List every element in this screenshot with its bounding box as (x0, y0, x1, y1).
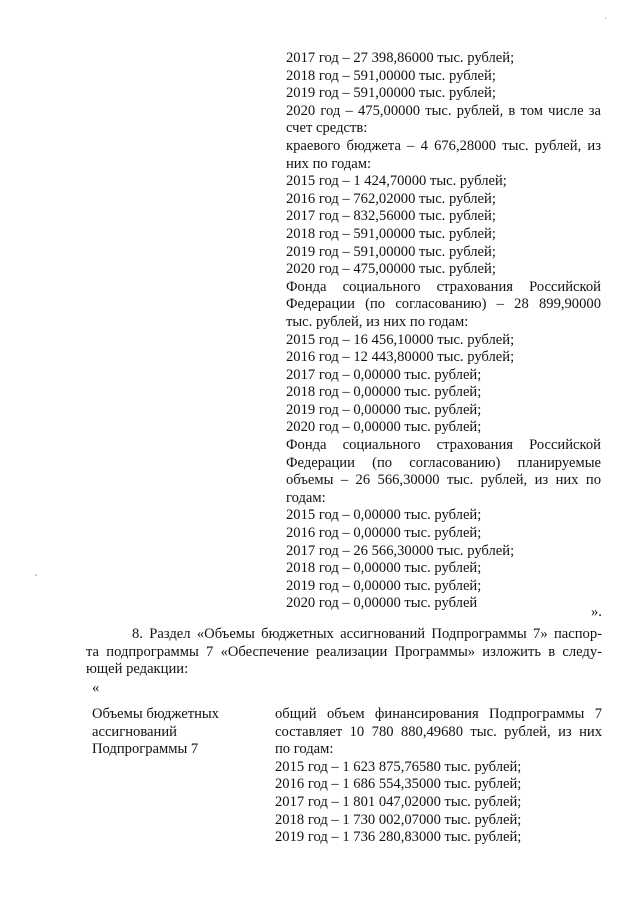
text-line: Фонда социального страхования Российской (286, 278, 601, 295)
text-line: общий объем финансирования Подпрограммы 7 (275, 706, 602, 722)
text-line: 2020 год – 475,00000 тыс. рублей; (286, 261, 496, 278)
text-line: 2017 год – 27 398,86000 тыс. рублей; (286, 50, 515, 66)
label-line: Объемы бюджетных (92, 706, 219, 722)
text-line: Фонда социального страхования Российской (286, 437, 601, 454)
text-line: Федерации (по согласованию) планируемые (286, 454, 601, 471)
text-line: 2019 год – 1 736 280,83000 тыс. рублей; (275, 829, 522, 846)
funding-continuation-block (286, 50, 601, 613)
text-line: 2019 год – 591,00000 тыс. рублей; (286, 85, 496, 102)
opening-quote: « (92, 680, 100, 696)
closing-quote: ». (591, 604, 602, 620)
text-line: 2020 год – 475,00000 тыс. рублей, в том числе за (286, 102, 601, 119)
scan-dot (35, 574, 37, 576)
text-line: 2017 год – 0,00000 тыс. рублей; (286, 366, 482, 383)
paragraph-8 (86, 626, 602, 679)
text-line: ющей редакции: (86, 661, 189, 678)
text-line: 2015 год – 0,00000 тыс. рублей; (286, 507, 482, 524)
table-label-cell (92, 706, 262, 759)
text-line: краевого бюджета – 4 676,28000 тыс. рублей, из (286, 137, 601, 154)
text-line: та подпрограммы 7 «Обеспечение реализации Программы» изложить в следу- (86, 643, 602, 660)
text-line: 2018 год – 0,00000 тыс. рублей; (286, 560, 482, 577)
text-line: 2019 год – 0,00000 тыс. рублей; (286, 401, 482, 418)
text-line: 8. Раздел «Объемы бюджетных ассигнований Подпрограммы 7» паспор- (132, 626, 602, 642)
corner-mark: · (604, 14, 608, 25)
text-line: них по годам: (286, 155, 372, 172)
text-line: 2016 год – 0,00000 тыс. рублей; (286, 525, 482, 542)
text-line: 2016 год – 1 686 554,35000 тыс. рублей; (275, 776, 522, 793)
text-line: годам: (286, 489, 326, 506)
text-line: 2015 год – 1 424,70000 тыс. рублей; (286, 173, 507, 190)
text-line: 2017 год – 26 566,30000 тыс. рублей; (286, 542, 515, 559)
text-line: 2016 год – 762,02000 тыс. рублей; (286, 190, 496, 207)
text-line: 2016 год – 12 443,80000 тыс. рублей; (286, 349, 515, 366)
text-line: 2017 год – 832,56000 тыс. рублей; (286, 208, 496, 225)
text-line: 2019 год – 0,00000 тыс. рублей; (286, 577, 482, 594)
text-line: объемы – 26 566,30000 тыс. рублей, из них по (286, 472, 601, 489)
text-line: по годам: (275, 741, 334, 758)
text-line: 2018 год – 591,00000 тыс. рублей; (286, 67, 496, 84)
text-line: Федерации (по согласованию) – 28 899,90000 (286, 296, 601, 313)
text-line: счет средств: (286, 120, 368, 137)
text-line: 2015 год – 16 456,10000 тыс. рублей; (286, 331, 515, 348)
text-line: 2017 год – 1 801 047,02000 тыс. рублей; (275, 793, 522, 810)
label-line: ассигнований (92, 723, 177, 740)
text-line: 2015 год – 1 623 875,76580 тыс. рублей; (275, 758, 522, 775)
text-line: 2019 год – 591,00000 тыс. рублей; (286, 243, 496, 260)
text-line: тыс. рублей, из них по годам: (286, 313, 469, 330)
text-line: 2018 год – 0,00000 тыс. рублей; (286, 384, 482, 401)
text-line: 2020 год – 0,00000 тыс. рублей; (286, 419, 482, 436)
text-line: составляет 10 780 880,49680 тыс. рублей, из них (275, 723, 602, 740)
text-line: 2018 год – 591,00000 тыс. рублей; (286, 225, 496, 242)
text-line: 2020 год – 0,00000 тыс. рублей (286, 595, 478, 612)
text-line: 2018 год – 1 730 002,07000 тыс. рублей; (275, 811, 522, 828)
label-line: Подпрограммы 7 (92, 741, 199, 758)
table-value-cell (275, 706, 602, 847)
